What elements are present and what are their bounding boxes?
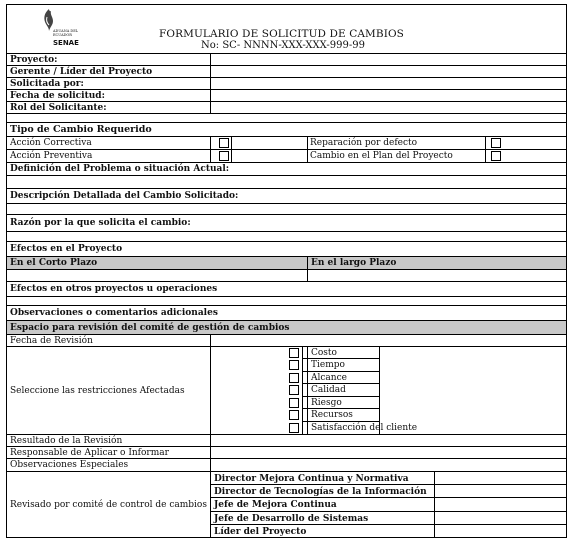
scope-checkbox[interactable] xyxy=(289,373,299,383)
constraint-quality: Calidad xyxy=(311,385,346,395)
constraint-scope: Alcance xyxy=(311,373,347,383)
review-date-label: Fecha de Revisión xyxy=(10,336,93,346)
other-effects-label: Efectos en otros proyectos u operaciones xyxy=(10,284,218,294)
committee-member-3: Jefe de Mejora Continua xyxy=(214,500,337,510)
short-term-input[interactable] xyxy=(7,270,307,281)
field-project: Proyecto: xyxy=(10,55,58,65)
observations-label: Observaciones o comentarios adicionales xyxy=(10,308,218,318)
senae-logo xyxy=(39,9,79,53)
committee-member-4: Jefe de Desarrollo de Sistemas xyxy=(214,514,369,524)
corrective-action-label: Acción Correctiva xyxy=(10,138,92,148)
field-manager: Gerente / Líder del Proyecto xyxy=(10,67,153,77)
manager-input[interactable] xyxy=(211,66,566,77)
corrective-action-checkbox[interactable] xyxy=(219,138,229,148)
review-section-header: Espacio para revisión del comité de gestión de cambios xyxy=(10,323,290,333)
requester-role-input[interactable] xyxy=(211,102,566,113)
other-effects-input[interactable] xyxy=(7,297,566,305)
preventive-action-checkbox[interactable] xyxy=(219,151,229,161)
review-date-input[interactable] xyxy=(211,335,566,346)
reason-input[interactable] xyxy=(7,232,566,241)
constraints-label: Seleccione las restricciones Afectadas xyxy=(10,386,185,396)
field-request-date: Fecha de solicitud: xyxy=(10,91,105,101)
logo-text-2: ECUADOR xyxy=(53,33,72,37)
time-checkbox[interactable] xyxy=(289,360,299,370)
plan-change-label: Cambio en el Plan del Proyecto xyxy=(310,151,453,161)
responsible-input[interactable] xyxy=(211,447,566,458)
field-requester-role: Rol del Solicitante: xyxy=(10,103,107,113)
committee-signature-2[interactable] xyxy=(435,485,566,497)
requested-by-input[interactable] xyxy=(211,78,566,89)
project-input[interactable] xyxy=(211,54,566,65)
form-title: FORMULARIO DE SOLICITUD DE CAMBIOS xyxy=(159,28,404,40)
committee-signature-4[interactable] xyxy=(435,512,566,524)
quality-checkbox[interactable] xyxy=(289,385,299,395)
reason-label: Razón por la que solicita el cambio: xyxy=(10,218,191,228)
change-type-heading: Tipo de Cambio Requerido xyxy=(10,124,152,135)
satisfaction-checkbox[interactable] xyxy=(289,423,299,433)
effects-label: Efectos en el Proyecto xyxy=(10,244,123,254)
short-term-label: En el Corto Plazo xyxy=(10,258,98,268)
plan-change-checkbox[interactable] xyxy=(491,151,501,161)
review-result-label: Resultado de la Revisión xyxy=(10,436,123,446)
change-request-form xyxy=(6,4,567,538)
field-requested-by: Solicitada por: xyxy=(10,79,84,89)
problem-definition-input[interactable] xyxy=(7,176,566,188)
constraint-cost: Costo xyxy=(311,348,337,358)
change-description-label: Descripción Detallada del Cambio Solicitado: xyxy=(10,191,239,201)
committee-signature-3[interactable] xyxy=(435,498,566,510)
constraint-satisfaction: Satisfacción del cliente xyxy=(311,423,418,433)
defect-repair-checkbox[interactable] xyxy=(491,138,501,148)
request-date-input[interactable] xyxy=(211,90,566,101)
constraint-risk: Riesgo xyxy=(311,398,342,408)
constraint-time: Tiempo xyxy=(311,360,345,370)
problem-definition-label: Definición del Problema o situación Actual: xyxy=(10,164,230,174)
review-result-input[interactable] xyxy=(211,435,566,446)
risk-checkbox[interactable] xyxy=(289,398,299,408)
special-observations-input[interactable] xyxy=(211,459,566,470)
long-term-label: En el largo Plazo xyxy=(311,258,397,268)
form-number: No: SC- NNNN-XXX-XXX-999-99 xyxy=(201,40,365,51)
committee-signature-5[interactable] xyxy=(435,525,566,537)
long-term-input[interactable] xyxy=(308,270,566,281)
change-description-input[interactable] xyxy=(7,204,566,214)
committee-member-1: Director Mejora Continua y Normativa xyxy=(214,474,409,484)
logo-text-3: SENAE xyxy=(53,39,79,47)
committee-signature-1[interactable] xyxy=(435,472,566,484)
resources-checkbox[interactable] xyxy=(289,410,299,420)
special-observations-label: Observaciones Especiales xyxy=(10,460,129,470)
constraint-resources: Recursos xyxy=(311,410,353,420)
logo-text-1: ADUANA DEL xyxy=(53,29,79,33)
logo-emblem-icon xyxy=(41,9,57,31)
preventive-action-label: Acción Preventiva xyxy=(10,151,93,161)
defect-repair-label: Reparación por defecto xyxy=(310,138,418,148)
responsible-label: Responsable de Aplicar o Informar xyxy=(10,448,169,458)
committee-label: Revisado por comité de control de cambios xyxy=(10,500,207,510)
cost-checkbox[interactable] xyxy=(289,348,299,358)
committee-member-5: Líder del Proyecto xyxy=(214,527,307,537)
committee-member-2: Director de Tecnologías de la Información xyxy=(214,487,427,497)
